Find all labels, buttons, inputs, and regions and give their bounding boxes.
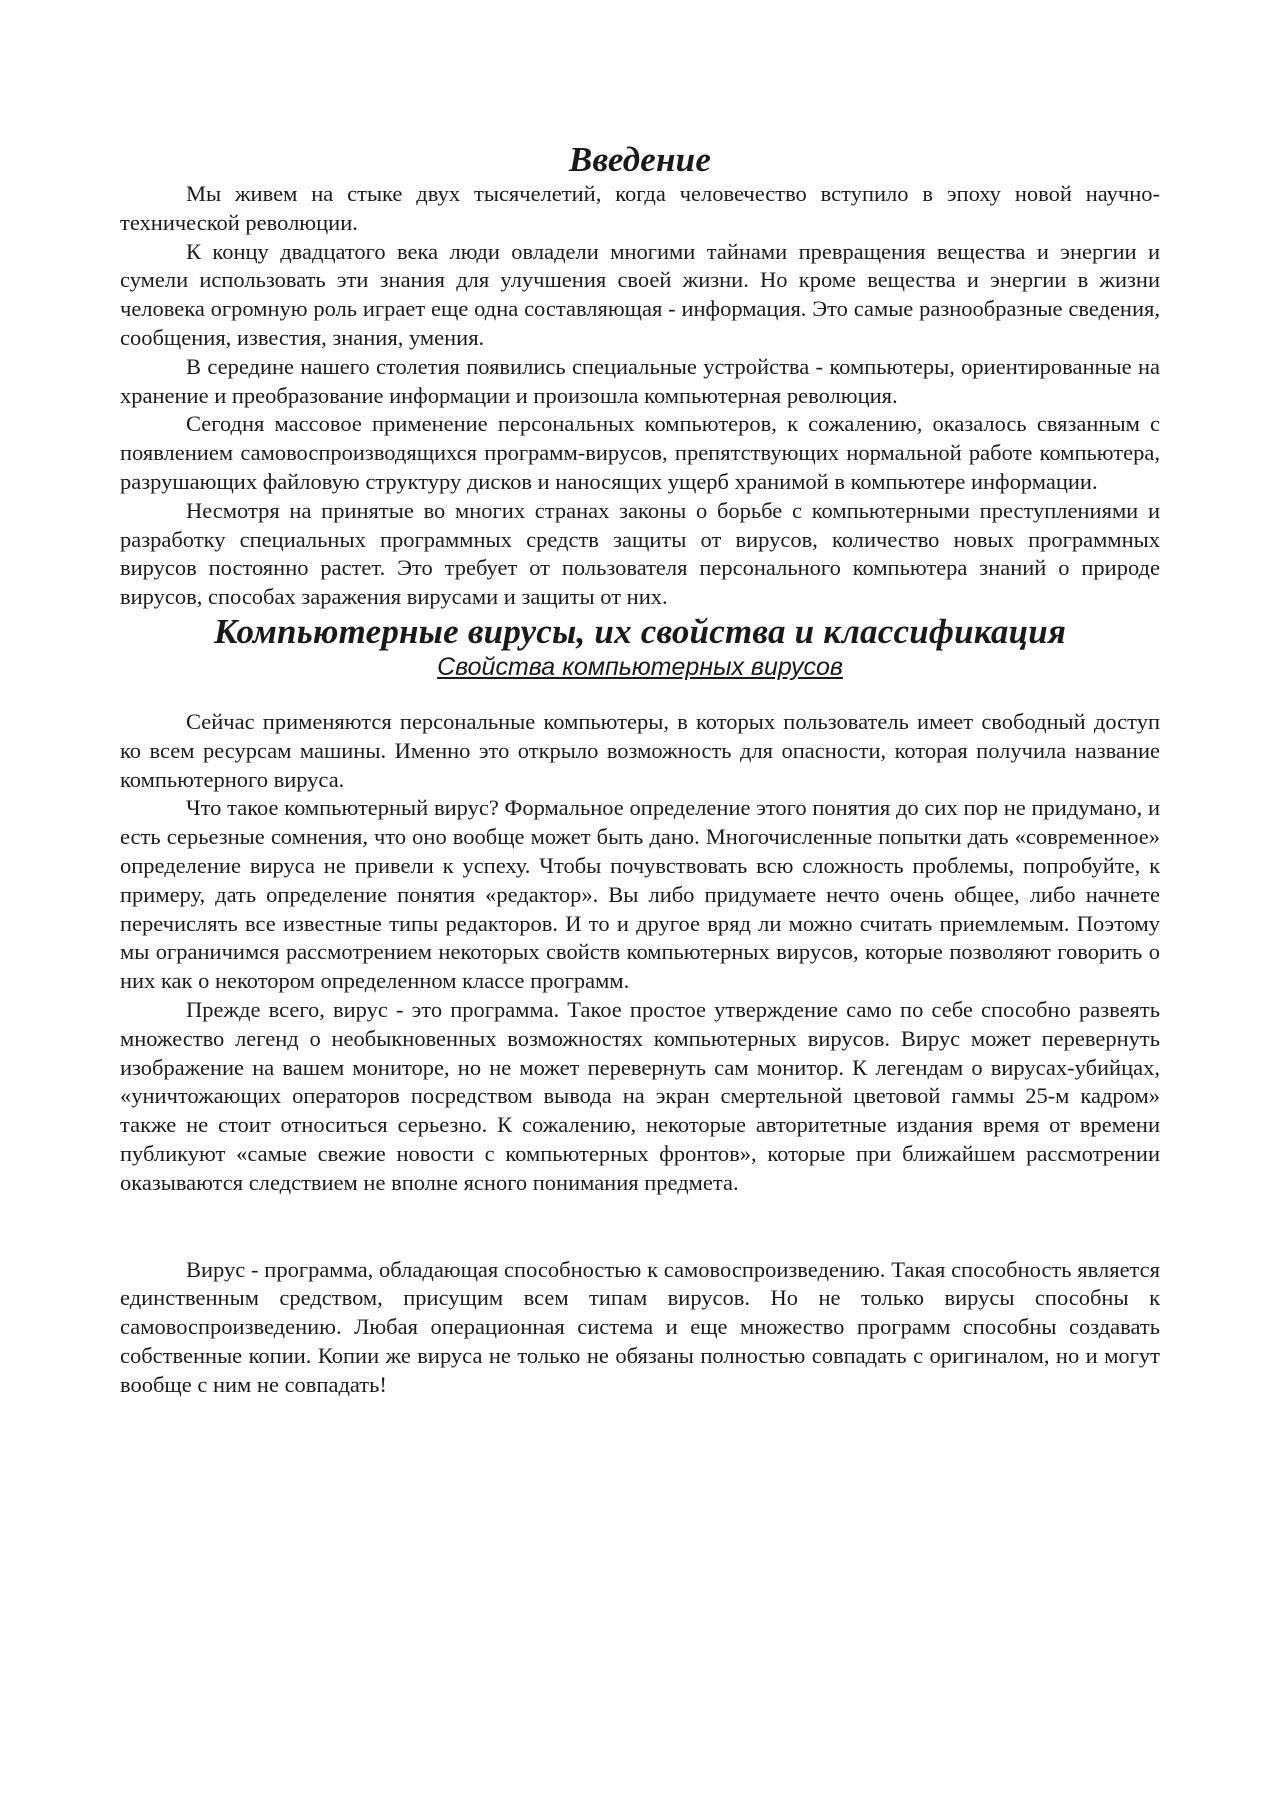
intro-paragraph-4: Сегодня массовое применение персональных компьютеров, к сожалению, оказалось связанным с появлением самовоспроизводящихся программ-вирусов, препятствующих нормальной работе компьютера, разрушающих файловую структуру дисков и наносящих ущерб хранимой в компьютере информации. xyxy=(120,411,1160,494)
document-page xyxy=(120,140,1160,1399)
viruses-paragraph-2: Что такое компьютерный вирус? Формальное определение этого понятия до сих пор не придумано, и есть серьезные сомнения, что оно вообще может быть дано. Многочисленные попытки дать «современное» определение вируса не привели к успеху. Чтобы почувствовать всю сложность проблемы, попробуйте, к примеру, дать определение понятия «редактор». Вы либо придумаете нечто очень общее, либо начнете перечислять все известные типы редакторов. И то и другое вряд ли можно считать приемлемым. Поэтому мы ограничимся рассмотрением некоторых свойств компьютерных вирусов, которые позволяют говорить о них как о некотором определенном классе программ. xyxy=(120,795,1160,994)
intro-paragraph-3: В середине нашего столетия появились специальные устройства - компьютеры, ориентированные на хранение и преобразование информации и произошла компьютерная революция. xyxy=(120,353,1160,408)
intro-paragraph-1: Мы живем на стыке двух тысячелетий, когда человечество вступило в эпоху новой научно-технической революции. xyxy=(120,181,1160,235)
viruses-paragraph-4: Вирус - программа, обладающая способностью к самовоспроизведению. Такая способность является единственным средством, присущим всем типам вирусов. Но не только вирусы способны к самовоспроизведению. Любая операционная система и еще множество программ способны создавать собственные копии. Копии же вируса не только не обязаны полностью совпадать с оригиналом, но и могут вообще с ним не совпадать! xyxy=(120,1256,1160,1397)
viruses-heading: Компьютерные вирусы, их свойства и классификация xyxy=(213,611,1067,651)
properties-subheading: Свойства компьютерных вирусов xyxy=(437,652,843,681)
intro-paragraph-5: Несмотря на принятые во многих странах законы о борьбе с компьютерными преступлениями и разработку специальных программных средств защиты от вирусов, количество новых программных вирусов постоянно растет. Это требует от пользователя персонального компьютера знаний о природе вирусов, способах заражения вирусами и защиты от них. xyxy=(120,497,1160,610)
paragraph-gap xyxy=(120,1198,1160,1256)
viruses-paragraph-3: Прежде всего, вирус - это программа. Такое простое утверждение само по себе способно развеять множество легенд о необыкновенных возможностях компьютерных вирусов. Вирус может перевернуть изображение на вашем мониторе, но не может перевернуть сам монитор. К легендам о вирусах-убийцах, «уничтожающих операторов посредством вывода на экран смертельной цветовой гаммы 25-м кадром» также не стоит относиться серьезно. К сожалению, некоторые авторитетные издания время от времени публикуют «самые свежие новости с компьютерных фронтов», которые при ближайшем рассмотрении оказываются следствием не вполне ясного понимания предмета. xyxy=(120,996,1160,1195)
intro-heading: Введение xyxy=(568,140,712,179)
viruses-paragraph-1: Сейчас применяются персональные компьютеры, в которых пользователь имеет свободный доступ ко всем ресурсам машины. Именно это открыло возможность для опасности, которая получила название компьютерного вируса. xyxy=(120,708,1160,792)
intro-paragraph-2: К концу двадцатого века люди овладели многими тайнами превращения вещества и энергии и сумели использовать эти знания для улучшения своей жизни. Но кроме вещества и энергии в жизни человека огромную роль играет еще одна составляющая - информация. Это самые разнообразные сведения, сообщения, известия, знания, умения. xyxy=(120,238,1160,350)
